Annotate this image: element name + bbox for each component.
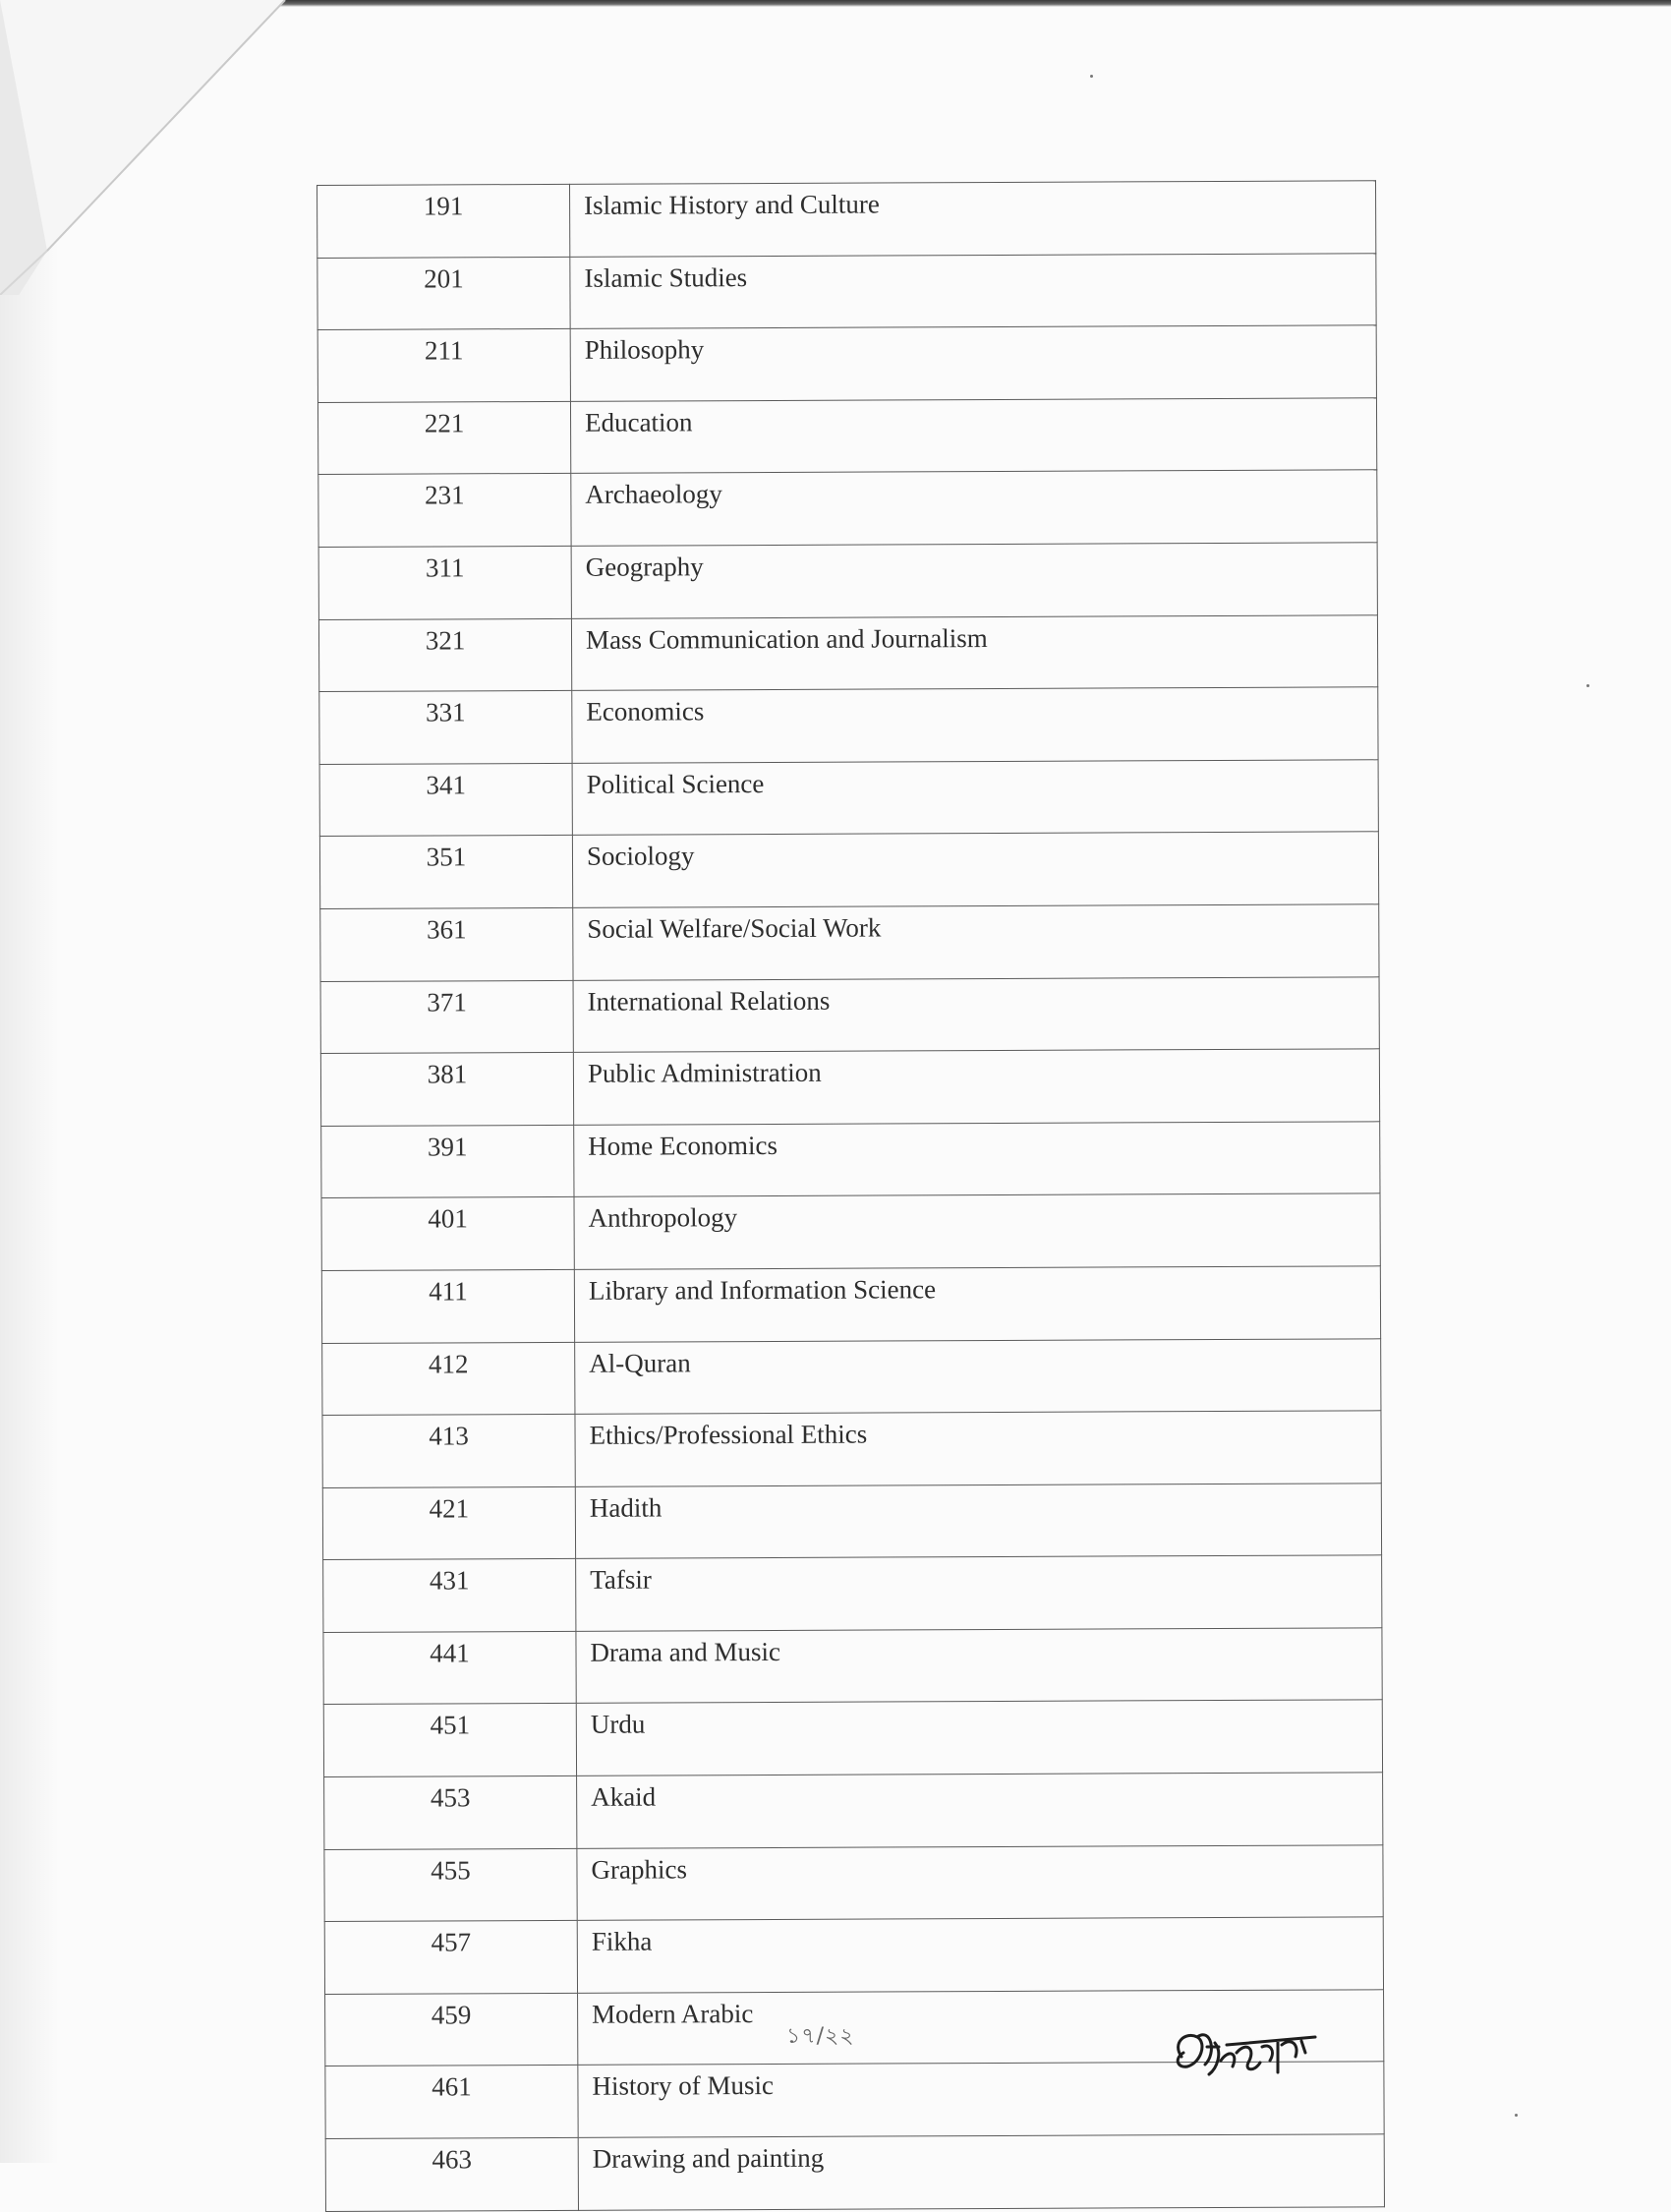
table-row <box>320 976 1379 1053</box>
table-row <box>321 1193 1380 1270</box>
subject-name-cell: Urdu <box>576 1700 1382 1775</box>
subject-code-cell: 371 <box>320 980 573 1054</box>
subject-name-cell: Economics <box>572 687 1378 763</box>
table-row <box>319 687 1378 764</box>
table-row <box>322 1338 1381 1415</box>
subject-code-cell: 431 <box>323 1559 576 1633</box>
table-row <box>323 1628 1382 1705</box>
subject-name-cell: History of Music <box>578 2062 1384 2137</box>
table-row <box>318 470 1377 547</box>
table-row <box>318 543 1377 619</box>
table-row <box>323 1700 1382 1776</box>
table-row <box>317 398 1376 475</box>
table-row <box>324 1844 1383 1921</box>
subject-code-cell: 221 <box>317 401 570 475</box>
scan-speck <box>1586 684 1589 687</box>
subject-code-cell: 401 <box>321 1197 574 1271</box>
subject-code-cell: 453 <box>324 1775 577 1849</box>
table-row <box>323 1555 1382 1632</box>
subject-name-cell: Geography <box>571 543 1377 618</box>
table-row <box>324 1773 1383 1849</box>
subject-code-cell: 451 <box>323 1704 576 1777</box>
subject-code-cell: 391 <box>321 1125 574 1198</box>
table-row <box>322 1411 1381 1487</box>
subject-name-cell: International Relations <box>573 976 1379 1052</box>
table-row <box>320 904 1379 981</box>
subject-code-cell: 411 <box>321 1269 574 1343</box>
subject-code-cell: 191 <box>317 184 570 258</box>
subject-code-cell: 413 <box>322 1414 575 1487</box>
subject-code-cell: 459 <box>325 1993 578 2066</box>
subject-name-cell: Philosophy <box>570 325 1376 401</box>
subject-code-cell: 441 <box>323 1631 576 1705</box>
subject-name-cell: Drama and Music <box>576 1628 1382 1704</box>
table-row <box>318 614 1377 691</box>
subject-name-cell: Library and Information Science <box>574 1266 1380 1342</box>
subject-name-cell: Akaid <box>577 1773 1383 1848</box>
table-row <box>317 181 1376 258</box>
table-row <box>321 1266 1380 1343</box>
table-row <box>321 1122 1380 1198</box>
subject-code-cell: 457 <box>324 1921 577 1995</box>
subject-name-cell: Al-Quran <box>575 1338 1381 1414</box>
subject-code-cell: 421 <box>322 1486 575 1560</box>
table-row <box>320 1049 1379 1126</box>
subject-name-cell: Education <box>570 398 1376 474</box>
subject-code-cell: 361 <box>320 907 573 981</box>
subject-name-cell: Public Administration <box>573 1049 1379 1125</box>
subject-code-cell: 211 <box>317 329 570 403</box>
subject-code-cell: 461 <box>325 2066 578 2139</box>
scan-speck <box>1515 2114 1518 2117</box>
subject-code-cell: 455 <box>324 1848 577 1922</box>
scan-left-shadow <box>0 236 59 2163</box>
subject-code-cell: 231 <box>318 474 571 548</box>
table-row <box>317 253 1376 329</box>
subject-name-cell: Modern Arabic <box>578 1990 1384 2066</box>
subject-code-cell: 341 <box>319 763 572 837</box>
subject-name-cell: Political Science <box>572 760 1378 836</box>
subject-name-cell: Fikha <box>577 1917 1383 1993</box>
subject-name-cell: Social Welfare/Social Work <box>573 904 1379 980</box>
subject-name-cell: Islamic Studies <box>570 253 1376 328</box>
table-row <box>322 1483 1381 1559</box>
subject-code-cell: 311 <box>318 546 571 619</box>
subject-name-cell: Home Economics <box>574 1122 1380 1197</box>
subject-code-cell: 351 <box>319 836 572 909</box>
subject-name-cell: Tafsir <box>576 1555 1382 1631</box>
subject-code-cell: 412 <box>322 1342 575 1416</box>
subject-name-cell: Graphics <box>577 1844 1383 1920</box>
subject-name-cell: Anthropology <box>574 1193 1380 1269</box>
table-row <box>317 325 1376 402</box>
subject-name-cell: Islamic History and Culture <box>569 181 1375 257</box>
subject-name-cell: Ethics/Professional Ethics <box>575 1411 1381 1486</box>
page-number: ১৭/২২ <box>786 2024 855 2049</box>
subject-code-cell: 321 <box>318 618 571 692</box>
table-row <box>319 760 1378 837</box>
subject-code-cell: 463 <box>325 2137 578 2211</box>
handwritten-signature <box>1168 2023 1325 2092</box>
table-row <box>319 832 1378 908</box>
table-row <box>324 1917 1383 1994</box>
subject-code-cell: 331 <box>319 691 572 765</box>
subject-name-cell: Sociology <box>572 832 1378 907</box>
folded-corner <box>0 0 295 295</box>
subject-code-cell: 201 <box>317 257 570 330</box>
subject-name-cell: Mass Communication and Journalism <box>571 614 1377 690</box>
scan-speck <box>1090 75 1093 78</box>
table-row <box>325 2134 1384 2211</box>
subject-code-cell: 381 <box>320 1052 573 1126</box>
subject-name-cell: Archaeology <box>571 470 1377 546</box>
subject-name-cell: Hadith <box>575 1483 1381 1558</box>
subject-code-table <box>317 180 1385 2211</box>
subject-name-cell: Drawing and painting <box>578 2134 1384 2210</box>
